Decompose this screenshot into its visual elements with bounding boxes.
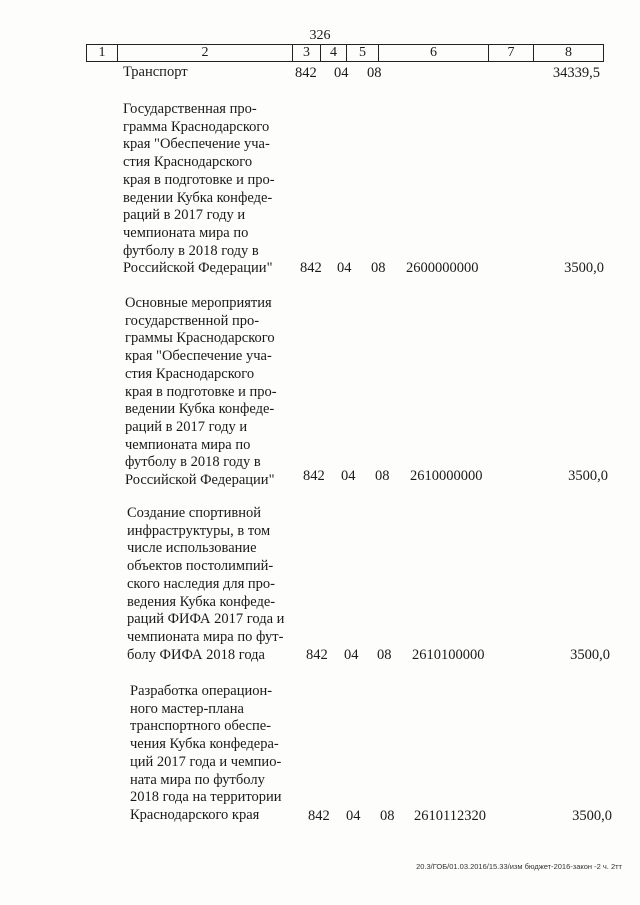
target-article-code: 2600000000	[406, 260, 479, 276]
column-header-5: 5	[347, 45, 379, 61]
row-description: Разработка операцион- ного мастер-плана транспортного обеспе- чения Кубка конфедера- ций 2017 года и чемпио- ната мира по футболу 2018 года на территории Краснодарского края	[130, 683, 282, 823]
amount: 34339,5	[552, 65, 600, 81]
column-header-8: 8	[565, 45, 572, 60]
column-header-6: 6	[379, 45, 489, 61]
target-article-code: 2610100000	[412, 647, 485, 663]
document-footer: 20.3/ГОБ/01.03.2016/15.33/изм бюджет-2016-закон -2 ч. 2тт	[416, 862, 622, 871]
target-article-code: 2610000000	[410, 468, 483, 484]
column-header-row	[86, 44, 604, 62]
column-header-4: 4	[321, 45, 347, 61]
grbs-code: 842	[295, 65, 317, 81]
section-code: 04	[334, 65, 349, 81]
grbs-code: 842	[300, 260, 322, 276]
section-code: 04	[346, 808, 361, 824]
grbs-code: 842	[308, 808, 330, 824]
column-header-2: 2	[118, 45, 293, 61]
grbs-code: 842	[306, 647, 328, 663]
row-description: Создание спортивной инфраструктуры, в том числе использование объектов постолимпий- ского наследия для про- ведения Кубка конфеде- раций ФИФА 2017 года и чемпионата мира по фут- болу ФИФА 2018 года	[127, 505, 285, 663]
column-header-7: 7	[489, 45, 534, 61]
column-header-1: 1	[87, 45, 118, 61]
grbs-code: 842	[303, 468, 325, 484]
subsection-code: 08	[377, 647, 392, 663]
subsection-code: 08	[380, 808, 395, 824]
row-description: Основные мероприятия государственной про- граммы Краснодарского края "Обеспечение уча- стия Краснодарского края в подготовке и про- ведении Кубка конфеде- раций в 2017 году и чемпионата мира по футболу в 2018 году в Российской Федерации"	[125, 295, 277, 489]
column-header-3: 3	[293, 45, 321, 61]
subsection-code: 08	[375, 468, 390, 484]
row-description: Транспорт	[123, 64, 188, 80]
subsection-code: 08	[371, 260, 386, 276]
amount: 3500,0	[568, 468, 608, 484]
section-code: 04	[337, 260, 352, 276]
amount: 3500,0	[570, 647, 610, 663]
section-code: 04	[344, 647, 359, 663]
target-article-code: 2610112320	[414, 808, 486, 824]
subsection-code: 08	[367, 65, 382, 81]
row-description: Государственная про- грамма Краснодарского края "Обеспечение уча- стия Краснодарского края в подготовке и про- ведении Кубка конфеде- раций в 2017 году и чемпионата мира по футболу в 2018 году в Российской Федерации"	[123, 101, 275, 277]
amount: 3500,0	[572, 808, 612, 824]
amount: 3500,0	[564, 260, 604, 276]
section-code: 04	[341, 468, 356, 484]
page-number: 326	[309, 28, 331, 43]
